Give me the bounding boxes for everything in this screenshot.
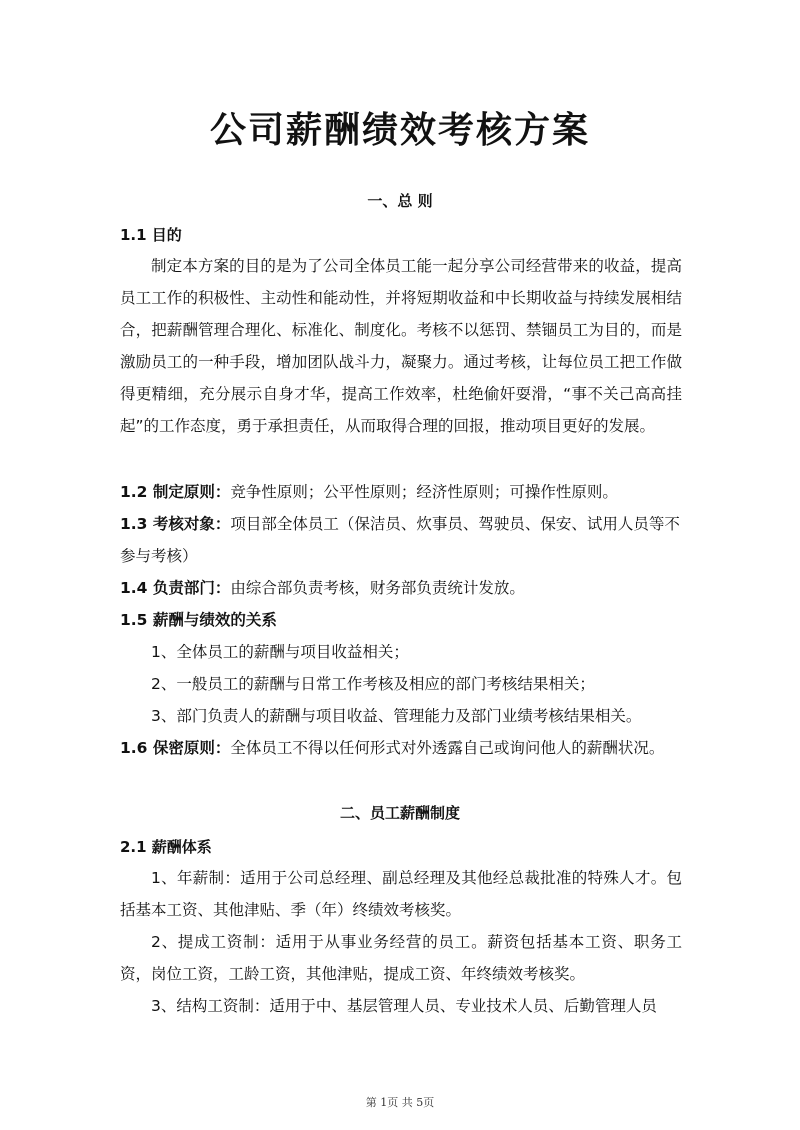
salary-performance-label: 1.5 薪酬与绩效的关系 xyxy=(120,611,277,629)
relation-item: 2、一般员工的薪酬与日常工作考核及相应的部门考核结果相关； xyxy=(151,675,595,693)
salary-type-item: 1、年薪制：适用于公司总经理、副总经理及其他经总裁批准的特殊人才。包括基本工资、其他津贴、季（年）终绩效考核奖。 xyxy=(120,869,682,919)
assessment-target-label: 1.3 考核对象： xyxy=(120,515,231,533)
responsible-dept-text: 由综合部负责考核，财务部负责统计发放。 xyxy=(230,579,525,597)
subheading-purpose: 1.1 目的 xyxy=(120,226,182,244)
subheading-salary-structure: 2.1 薪酬体系 xyxy=(120,838,212,856)
responsible-dept-line xyxy=(120,572,682,604)
relation-item: 3、部门负责人的薪酬与项目收益、管理能力及部门业绩考核结果相关。 xyxy=(151,707,642,725)
relation-item: 1、全体员工的薪酬与项目收益相关； xyxy=(151,643,409,661)
responsible-dept-label: 1.4 负责部门： xyxy=(120,579,231,597)
confidentiality-label: 1.6 保密原则： xyxy=(120,739,231,757)
assessment-target-text: 项目部全体员工（保洁员、炊事员、驾驶员、保安、试用人员等不参与考核） xyxy=(120,515,680,565)
page-footer: 第 1页 共 5页 xyxy=(365,1096,435,1109)
section-heading-general: 一、总 则 xyxy=(367,192,433,210)
document-title: 公司薪酬绩效考核方案 xyxy=(209,110,590,151)
purpose-paragraph: 制定本方案的目的是为了公司全体员工能一起分享公司经营带来的收益，提高员工工作的积极性、主动性和能动性，并将短期收益和中长期收益与持续发展相结合，把薪酬管理合理化、标准化、制度化。考核不以惩罚、禁锢员工为目的，而是激励员工的一种手段，增加团队战斗力，凝聚力。通过考核，让每位员工把工作做得更精细，充分展示自身才华，提高工作效率，杜绝偷奸耍滑，“事不关己高高挂起”的工作态度，勇于承担责任，从而取得合理的回报，推动项目更好的发展。 xyxy=(120,257,682,435)
principles-label: 1.2 制定原则： xyxy=(120,483,231,501)
salary-type-item: 2、提成工资制：适用于从事业务经营的员工。薪资包括基本工资、职务工资，岗位工资，工龄工资，其他津贴，提成工资、年终绩效考核奖。 xyxy=(120,933,682,983)
assessment-target-line xyxy=(120,508,682,572)
section-heading-salary-system: 二、员工薪酬制度 xyxy=(339,804,460,822)
confidentiality-line xyxy=(120,732,682,764)
principles-text: 竞争性原则；公平性原则；经济性原则；可操作性原则。 xyxy=(230,483,618,501)
confidentiality-text: 全体员工不得以任何形式对外透露自己或询问他人的薪酬状况。 xyxy=(230,739,665,757)
salary-performance-heading xyxy=(120,604,682,636)
principles-line xyxy=(120,476,682,508)
salary-type-item: 3、结构工资制：适用于中、基层管理人员、专业技术人员、后勤管理人员 xyxy=(151,997,657,1015)
